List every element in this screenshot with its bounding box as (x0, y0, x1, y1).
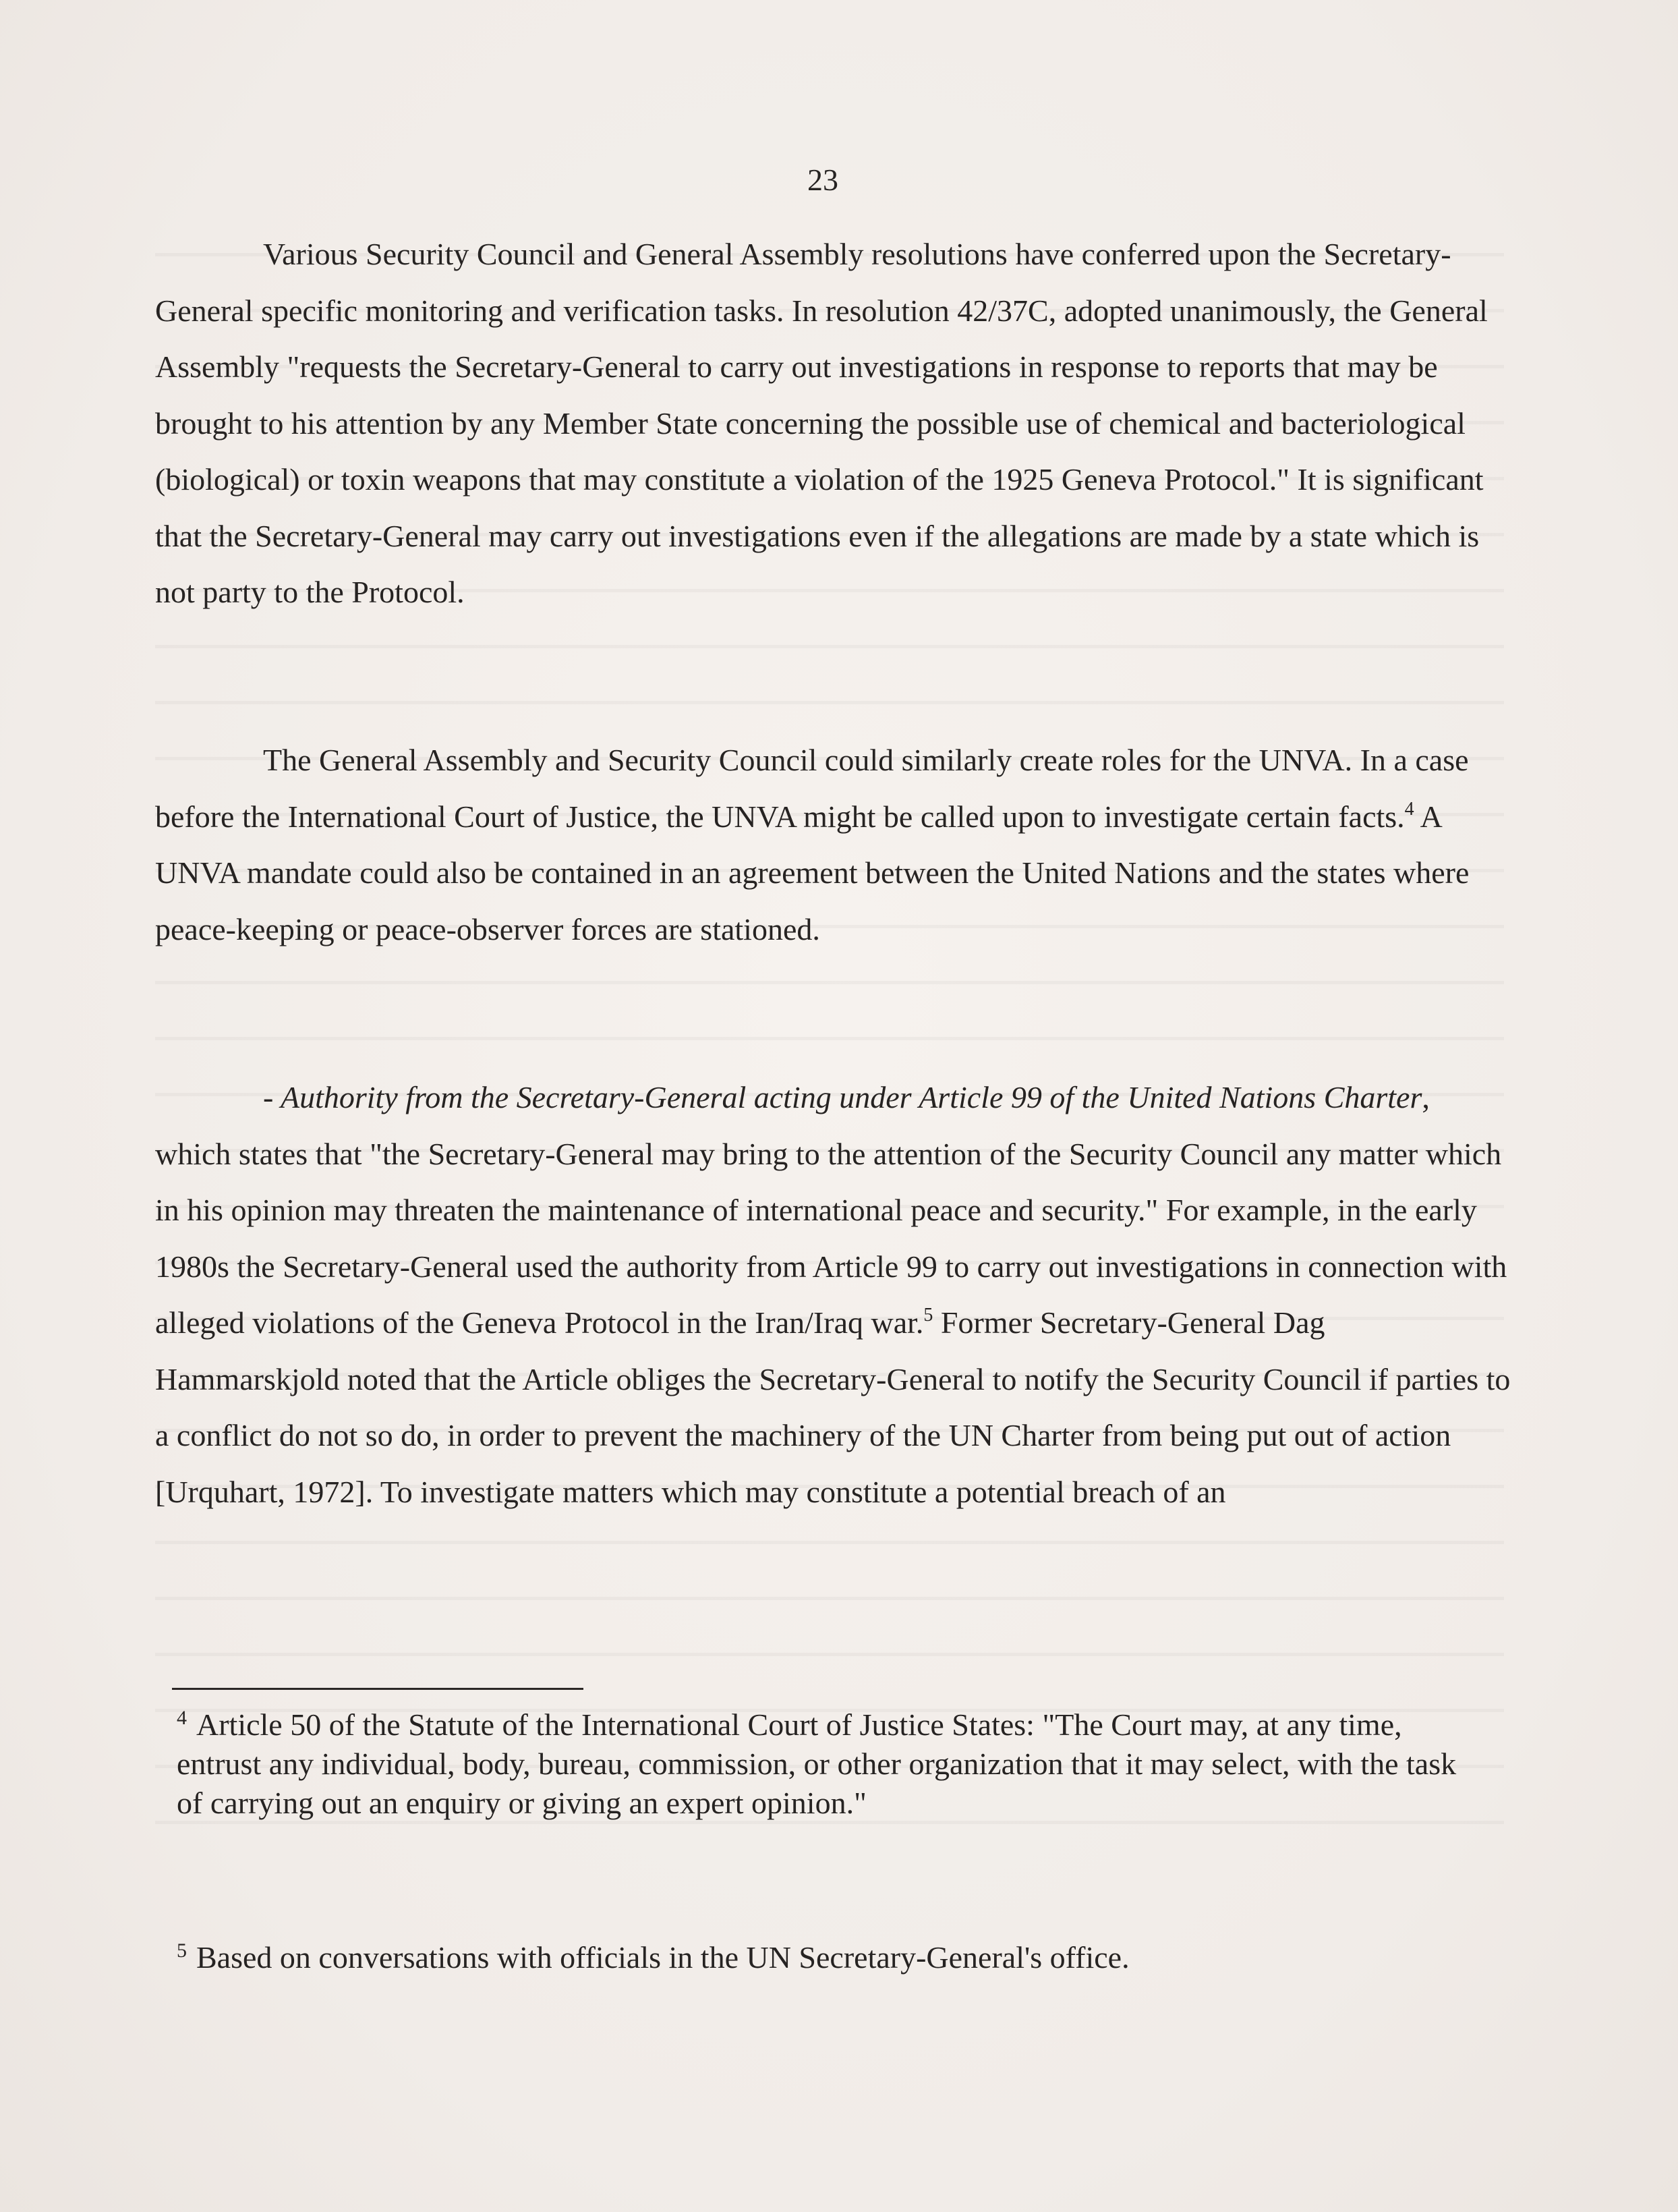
paragraph-1 (155, 226, 1511, 621)
page-number: 23 (807, 163, 838, 197)
paragraph-1-text: Various Security Council and General Assembly resolutions have conferred upon the Secretary-General specific monitoring and verification tasks. In resolution 42/37C, adopted unanimously, the General Assembly "requests the Secretary-General to carry out investigations in response to reports that may be brought to his attention by any Member State concerning the possible use of chemical and bacteriological (biological) or toxin weapons that may constitute a violation of the 1925 Geneva Protocol." It is significant that the Secretary-General may carry out investigations even if the allegations are made by a state which is not party to the Protocol. (155, 237, 1488, 609)
paragraph-3-text-b: Former Secretary-General Dag Hammarskjold noted that the Article obliges the Secretary-General to notify the Security Council if parties to a conflict do not so do, in order to prevent the machinery of the UN Charter from being put out of action [Urquhart, 1972]. To investigate matters which may constitute a potential breach of an (155, 1305, 1511, 1509)
footnote-ref-5[interactable]: 5 (923, 1305, 933, 1326)
paragraph-3-heading: - Authority from the Secretary-General acting under Article 99 of the United Nations Charter (263, 1080, 1422, 1114)
paragraph-2-text-b: A UNVA mandate could also be contained in an agreement between the United Nations and the states where peace-keeping or peace-observer forces are stationed. (155, 799, 1470, 946)
footnote-5 (177, 1938, 1458, 1977)
footnote-5-mark: 5 (177, 1939, 187, 1962)
footnote-5-text: Based on conversations with officials in the UN Secretary-General's office. (196, 1940, 1130, 1975)
footnote-divider (172, 1688, 583, 1690)
paragraph-2-text-a: The General Assembly and Security Council could similarly create roles for the UNVA. In a case before the International Court of Justice, the UNVA might be called upon to investigate certain facts. (155, 743, 1469, 834)
footnote-4-text: Article 50 of the Statute of the International Court of Justice States: "The Court may, at any time, entrust any individual, body, bureau, commission, or other organization that it may select, with the task of carrying out an enquiry or giving an expert opinion." (177, 1707, 1457, 1820)
footnote-ref-4[interactable]: 4 (1404, 798, 1414, 820)
footnote-4-mark: 4 (177, 1707, 187, 1729)
footnote-4 (177, 1705, 1458, 1823)
paragraph-3-text-a: , which states that "the Secretary-General may bring to the attention of the Security Council any matter which in his opinion may threaten the maintenance of international peace and security." For example, in the early 1980s the Secretary-General used the authority from Article 99 to carry out investigations in connection with alleged violations of the Geneva Protocol in the Iran/Iraq war. (155, 1080, 1507, 1340)
paragraph-2 (155, 732, 1511, 957)
paragraph-3 (155, 1069, 1511, 1520)
